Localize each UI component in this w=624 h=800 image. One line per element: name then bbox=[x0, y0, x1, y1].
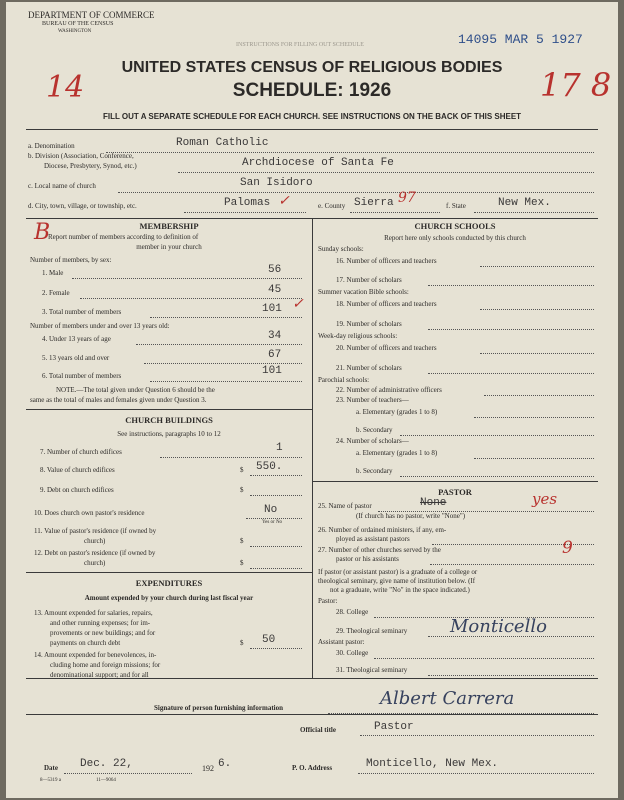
q24a-label: a. Elementary (grades 1 to 8) bbox=[356, 449, 438, 457]
q29-label: 29. Theological seminary bbox=[336, 627, 408, 635]
bureau-label: BUREAU OF THE CENSUS bbox=[42, 21, 114, 27]
q25-hint: (If church has no pastor, write "None") bbox=[356, 512, 466, 520]
q30-label: 30. College bbox=[336, 649, 369, 657]
q4-label: 4. Under 13 years of age bbox=[42, 335, 111, 343]
q27-mark: 9 bbox=[562, 538, 573, 558]
q28-label: 28. College bbox=[336, 608, 369, 616]
city-value: Palomas bbox=[224, 197, 271, 209]
column-divider bbox=[312, 218, 313, 678]
membership-intro: Report number of members according to definition of bbox=[48, 233, 199, 241]
census-schedule-sheet bbox=[6, 2, 618, 798]
q11-label: 11. Value of pastor's residence (if owned by bbox=[34, 527, 157, 535]
q27-label-2: pastor or his assistants bbox=[336, 555, 399, 563]
q13-value: 50 bbox=[262, 634, 276, 646]
q13-label-2: and other running expenses; for im- bbox=[50, 619, 151, 627]
handwritten-right-number: 17 8 bbox=[540, 66, 612, 104]
q29-value: Monticello bbox=[450, 616, 547, 637]
denomination-value: Roman Catholic bbox=[176, 137, 269, 149]
q6-label: 6. Total number of members bbox=[42, 372, 122, 380]
q20-label: 20. Number of officers and teachers bbox=[336, 344, 437, 352]
q3-check-mark: ✓ bbox=[292, 296, 304, 312]
received-stamp: 14095 MAR 5 1927 bbox=[458, 32, 583, 47]
po-address-label: P. O. Address bbox=[292, 764, 333, 772]
q14-label: 14. Amount expended for benevolences, in- bbox=[34, 651, 157, 659]
department-label: DEPARTMENT OF COMMERCE bbox=[28, 10, 155, 20]
q10-hint: Yes or No bbox=[262, 520, 283, 525]
year-prefix: 192 bbox=[202, 764, 214, 773]
po-address-value: Monticello, New Mex. bbox=[366, 758, 499, 770]
q6-value: 101 bbox=[262, 365, 282, 377]
official-title-label: Official title bbox=[300, 726, 336, 734]
q9-label: 9. Debt on church edifices bbox=[40, 486, 114, 494]
weekday-schools: Week-day religious schools: bbox=[318, 332, 398, 340]
q25-mark: yes bbox=[532, 490, 558, 508]
buildings-heading: CHURCH BUILDINGS bbox=[125, 415, 213, 425]
city-label: WASHINGTON bbox=[58, 29, 92, 34]
q26-label: 26. Number of ordained ministers, if any, em- bbox=[318, 526, 447, 534]
parochial-schools: Parochial schools: bbox=[318, 376, 370, 384]
q12-label-2: church) bbox=[84, 559, 106, 567]
county-label: e. County bbox=[318, 202, 346, 210]
dollar-sign: $ bbox=[240, 486, 244, 494]
state-label: f. State bbox=[446, 202, 466, 210]
county-mark: 97 bbox=[398, 190, 416, 206]
q21-label: 21. Number of scholars bbox=[336, 364, 402, 372]
q26-label-2: ployed as assistant pastors bbox=[336, 535, 410, 543]
membership-note-2: same as the total of males and females given under Question 3. bbox=[30, 396, 207, 404]
denomination-label: a. Denomination bbox=[28, 142, 75, 150]
state-value: New Mex. bbox=[498, 197, 551, 209]
q7-label: 7. Number of church edifices bbox=[40, 448, 122, 456]
q31-label: 31. Theological seminary bbox=[336, 666, 408, 674]
q27-label: 27. Number of other churches served by the bbox=[318, 546, 441, 554]
q25-value: None bbox=[420, 497, 447, 509]
q10-value: No bbox=[264, 504, 278, 516]
form-subtitle: SCHEDULE: 1926 bbox=[232, 80, 392, 101]
county-value: Sierra bbox=[354, 197, 394, 209]
q25-label: 25. Name of pastor bbox=[318, 502, 372, 510]
q24b-label: b. Secondary bbox=[356, 467, 393, 475]
membership-heading: MEMBERSHIP bbox=[139, 221, 199, 231]
form-number: 8—5319 a bbox=[40, 778, 61, 783]
q2-label: 2. Female bbox=[42, 289, 70, 297]
signature-value: Albert Carrera bbox=[380, 688, 515, 709]
q8-label: 8. Value of church edifices bbox=[40, 466, 115, 474]
q14-label-3: denominational support; and for all bbox=[50, 671, 149, 679]
city-label: d. City, town, village, or township, etc. bbox=[28, 202, 137, 210]
q23b-label: b. Secondary bbox=[356, 426, 393, 434]
q7-value: 1 bbox=[276, 442, 283, 454]
q18-label: 18. Number of officers and teachers bbox=[336, 300, 437, 308]
divider bbox=[26, 129, 598, 130]
sunday-schools: Sunday schools: bbox=[318, 245, 364, 253]
divider bbox=[26, 409, 312, 410]
pastor-label: Pastor: bbox=[318, 597, 338, 605]
form-instruction: FILL OUT A SEPARATE SCHEDULE FOR EACH CHURCH. SEE INSTRUCTIONS ON THE BACK OF THIS SHEET bbox=[102, 112, 522, 121]
q3-label: 3. Total number of members bbox=[42, 308, 122, 316]
dollar-sign: $ bbox=[240, 639, 244, 647]
date-label: Date bbox=[44, 764, 58, 772]
schools-heading: CHURCH SCHOOLS bbox=[414, 221, 496, 231]
year-value: 6. bbox=[218, 758, 232, 770]
q14-label-2: cluding home and foreign missions; for bbox=[50, 661, 161, 669]
expenditures-heading: EXPENDITURES bbox=[135, 578, 203, 588]
dollar-sign: $ bbox=[240, 466, 244, 474]
q2-value: 45 bbox=[268, 284, 282, 296]
q17-label: 17. Number of scholars bbox=[336, 276, 402, 284]
divider bbox=[26, 714, 598, 715]
q5-value: 67 bbox=[268, 349, 282, 361]
divider bbox=[312, 481, 598, 482]
official-title-value: Pastor bbox=[374, 721, 414, 733]
graduate-note-3: not a graduate, write "No" in the space indicated.) bbox=[330, 586, 470, 594]
graduate-note-2: theological seminary, give name of institution below. (If bbox=[318, 577, 476, 585]
dollar-sign: $ bbox=[240, 537, 244, 545]
members-by-sex: Number of members, by sex: bbox=[30, 256, 112, 264]
vacation-schools: Summer vacation Bible schools: bbox=[318, 288, 409, 296]
form-title: UNITED STATES CENSUS OF RELIGIOUS BODIES bbox=[121, 59, 503, 76]
divider bbox=[26, 572, 312, 573]
buildings-sub: See instructions, paragraphs 10 to 12 bbox=[117, 430, 221, 438]
q1-label: 1. Male bbox=[42, 269, 64, 277]
q4-value: 34 bbox=[268, 330, 282, 342]
q12-label: 12. Debt on pastor's residence (if owned by bbox=[34, 549, 156, 557]
members-by-age: Number of members under and over 13 years old: bbox=[30, 322, 170, 330]
q3-value: 101 bbox=[262, 303, 282, 315]
q10-label: 10. Does church own pastor's residence bbox=[34, 509, 145, 517]
q16-label: 16. Number of officers and teachers bbox=[336, 257, 437, 265]
q13-label: 13. Amount expended for salaries, repairs, bbox=[34, 609, 153, 617]
expenditures-sub: Amount expended by your church during last fiscal year bbox=[84, 594, 254, 602]
date-value: Dec. 22, bbox=[80, 758, 133, 770]
division-label-2: Diocese, Presbytery, Synod, etc.) bbox=[44, 162, 137, 170]
pastor-heading: PASTOR bbox=[438, 487, 472, 497]
q23a-label: a. Elementary (grades 1 to 8) bbox=[356, 408, 438, 416]
q13-label-4: payments on church debt bbox=[50, 639, 121, 647]
assistant-label: Assistant pastor: bbox=[318, 638, 365, 646]
check-mark: ✓ bbox=[278, 193, 290, 209]
q22-label: 22. Number of administrative officers bbox=[336, 386, 442, 394]
print-number: 11—9064 bbox=[96, 778, 116, 783]
faint-bleedthrough-text: INSTRUCTIONS FOR FILLING OUT SCHEDULE bbox=[236, 42, 364, 48]
church-name-label: c. Local name of church bbox=[28, 182, 96, 190]
handwritten-left-number: 14 bbox=[46, 70, 85, 105]
q24-label: 24. Number of scholars— bbox=[336, 437, 409, 445]
membership-note: NOTE.—The total given under Question 6 should be the bbox=[56, 386, 215, 394]
dollar-sign: $ bbox=[240, 559, 244, 567]
signature-label: Signature of person furnishing information bbox=[154, 704, 283, 712]
division-label: b. Division (Association, Conference, bbox=[28, 152, 134, 160]
q19-label: 19. Number of scholars bbox=[336, 320, 402, 328]
graduate-note: If pastor (or assistant pastor) is a graduate of a college or bbox=[318, 568, 478, 576]
church-name-value: San Isidoro bbox=[240, 177, 313, 189]
q13-label-3: provements or new buildings; and for bbox=[50, 629, 156, 637]
membership-intro-2: member in your church bbox=[136, 243, 202, 251]
q5-label: 5. 13 years old and over bbox=[42, 354, 110, 362]
q8-value: 550. bbox=[256, 461, 283, 473]
q23-label: 23. Number of teachers— bbox=[336, 396, 409, 404]
schools-sub: Report here only schools conducted by this church bbox=[384, 234, 526, 242]
division-value: Archdiocese of Santa Fe bbox=[242, 157, 394, 169]
membership-mark: B bbox=[34, 220, 51, 245]
q11-label-2: church) bbox=[84, 537, 106, 545]
q1-value: 56 bbox=[268, 264, 282, 276]
